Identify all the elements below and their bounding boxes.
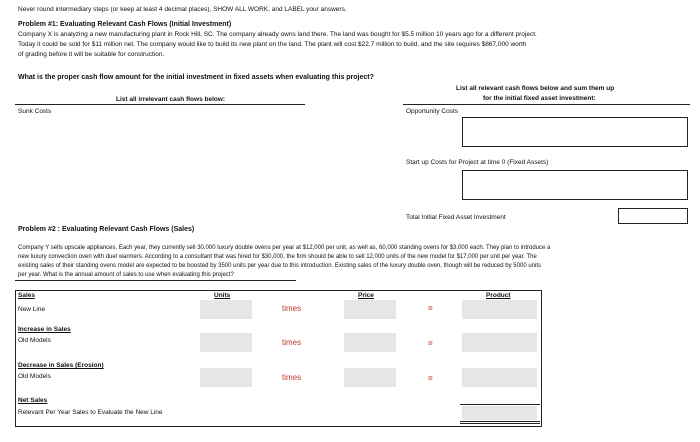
net-sales-double-line	[460, 423, 540, 424]
net-sales-double-line	[460, 421, 540, 422]
equals-sign: =	[428, 304, 433, 313]
decrease-units-cell[interactable]	[200, 368, 252, 387]
net-sales-header: Net Sales	[18, 397, 48, 404]
irrelevant-header: List all irrelevant cash flows below:	[116, 96, 226, 103]
problem2-body-line: Company Y sells upscale appliances. Each year, they currently sell 30,000 luxury double ovens per year at $12,000 per unit, as well as, 60,000 standing ovens for $3,000 each. They plan to introduce a	[18, 245, 551, 251]
problem2-title: Problem #2 : Evaluating Relevant Cash Flows (Sales)	[18, 226, 195, 233]
increase-units-cell[interactable]	[200, 333, 252, 352]
startup-costs-answer-box[interactable]	[462, 170, 688, 200]
increase-in-sales-header: Increase in Sales	[18, 326, 71, 333]
increase-price-cell[interactable]	[344, 333, 396, 352]
decrease-product-cell[interactable]	[462, 368, 537, 387]
new-line-product-cell[interactable]	[462, 300, 537, 319]
relevant-header-line2: for the initial fixed asset investment:	[483, 95, 596, 102]
divider	[15, 280, 296, 281]
problem1-body-line: Company X is analyzing a new manufacturing plant in Rock Hill, SC. The company already owns land there. The land was bought for $5.5 million 10 years ago for a different project.	[18, 31, 537, 38]
divider	[15, 104, 305, 105]
row-label-old-models: Old Models	[18, 337, 51, 344]
sunk-costs-label: Sunk Costs	[18, 108, 52, 115]
problem2-body-line: per year. What is the annual amount of sales to use when evaluating this project?	[18, 272, 234, 278]
col-header-price: Price	[358, 292, 374, 299]
row-label-new-line: New Line	[18, 306, 46, 313]
decrease-in-sales-header: Decrease in Sales (Erosion)	[18, 362, 104, 369]
problem2-body-line: new luxury convection oven with duel warmers. According to a consultant that was hired for $30,000, the firm should be able to sell 12,000 units of the new model for $17,000 per unit per year. The	[18, 254, 537, 260]
problem1-question: What is the proper cash flow amount for the initial investment in fixed assets when evaluating this project?	[18, 74, 374, 81]
times-label: times	[282, 373, 302, 382]
col-header-units: Units	[214, 292, 231, 299]
divider	[403, 104, 690, 105]
col-header-sales: Sales	[18, 292, 35, 299]
net-sales-description: Relevant Per Year Sales to Evaluate the New Line	[18, 409, 163, 416]
instructions: Never round intermediary steps (or keep at least 4 decimal places), SHOW ALL WORK, and LABEL your answers.	[18, 6, 347, 13]
total-investment-answer-box[interactable]	[618, 208, 688, 224]
problem1-body-line: Today it could be sold for $11 million net. The company would like to build its new plant on the land. The plant will cost $22.7 million to build, and the site requires $867,000 worth	[18, 41, 527, 48]
times-label: times	[282, 304, 302, 313]
new-line-price-cell[interactable]	[344, 300, 396, 319]
opportunity-costs-answer-box[interactable]	[462, 117, 688, 147]
new-line-units-cell[interactable]	[200, 300, 252, 319]
decrease-price-cell[interactable]	[344, 368, 396, 387]
equals-sign: =	[428, 339, 433, 348]
relevant-header-line1: List all relevant cash flows below and sum them up	[456, 85, 615, 92]
times-label: times	[282, 338, 302, 347]
opportunity-costs-label: Opportunity Costs	[406, 108, 459, 115]
problem1-title: Problem #1: Evaluating Relevant Cash Flows (Initial Investment)	[18, 21, 232, 28]
equals-sign: =	[428, 374, 433, 383]
net-sales-answer-cell[interactable]	[462, 406, 537, 420]
increase-product-cell[interactable]	[462, 333, 537, 352]
startup-costs-label: Start up Costs for Project at time 0 (Fixed Assets)	[406, 159, 549, 166]
problem1-body-line: of grading before it will be suitable for construction.	[18, 51, 165, 58]
problem2-body-line: existing sales of their standing ovens model are expected to be boosted by 3500 units per year due to this introduction. Existing sales of the luxury double oven, though will be reduced by 5000 units	[18, 263, 541, 269]
row-label-old-models: Old Models	[18, 373, 51, 380]
total-investment-label: Total Initial Fixed Asset Investment	[406, 214, 506, 221]
net-sales-sum-line	[460, 404, 540, 405]
col-header-product: Product	[486, 292, 511, 299]
